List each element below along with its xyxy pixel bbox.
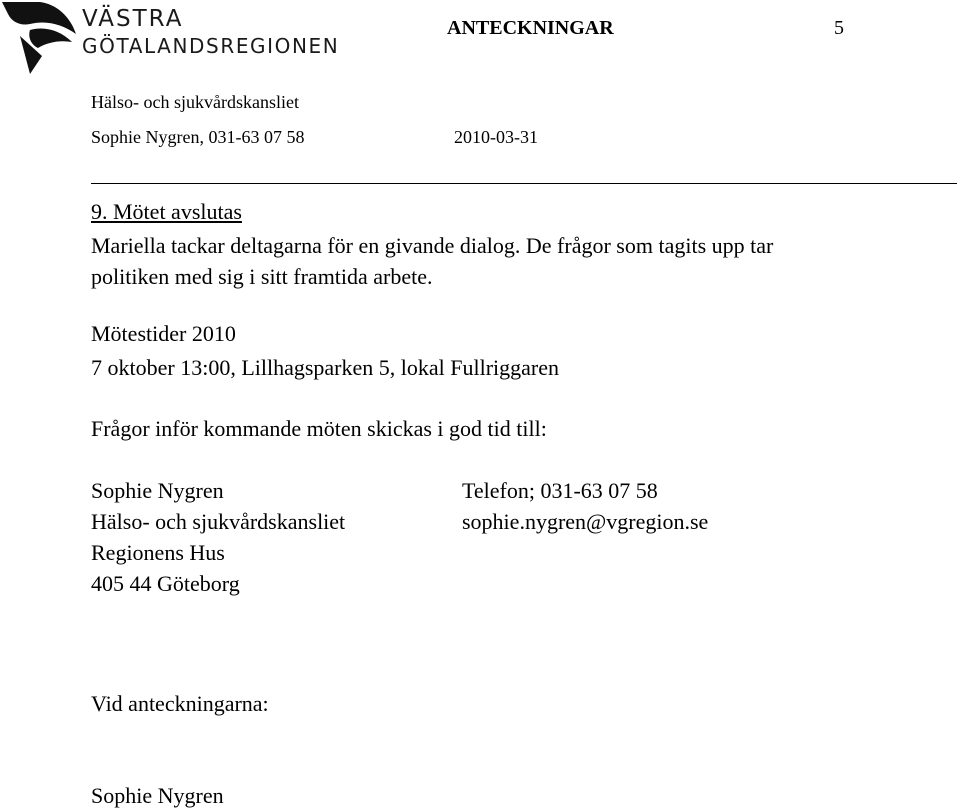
document-date: 2010-03-31: [454, 127, 538, 147]
document-type-title: ANTECKNINGAR: [447, 17, 614, 39]
section-paragraph-line-1: Mariella tackar deltagarna för en givande dialog. De frågor som tagits upp tar: [91, 233, 774, 258]
contact-name: Sophie Nygren: [91, 478, 224, 503]
section-heading: 9. Mötet avslutas: [91, 199, 242, 224]
page-number: 5: [834, 17, 844, 39]
region-logo-icon: [0, 0, 82, 76]
notes-taker-name: Sophie Nygren: [91, 783, 224, 808]
author-contact: Sophie Nygren, 031-63 07 58: [91, 127, 305, 147]
questions-intro: Frågor inför kommande möten skickas i god tid till:: [91, 416, 547, 441]
logo-text-line2: GÖTALANDSREGIONEN: [82, 34, 340, 58]
notes-taker-label: Vid anteckningarna:: [91, 691, 269, 716]
contact-email: sophie.nygren@vgregion.se: [462, 509, 709, 534]
meeting-item: 7 oktober 13:00, Lillhagsparken 5, lokal Fullriggaren: [91, 355, 560, 380]
contact-department: Hälso- och sjukvårdskansliet: [91, 509, 346, 534]
logo-text-line1: VÄSTRA: [82, 6, 184, 32]
region-logo-mark: [0, 0, 82, 76]
contact-phone: Telefon; 031-63 07 58: [462, 478, 658, 503]
contact-building: Regionens Hus: [91, 540, 225, 565]
contact-address: 405 44 Göteborg: [91, 571, 240, 596]
department-name: Hälso- och sjukvårdskansliet: [91, 92, 299, 112]
header-divider: [91, 183, 957, 184]
meetings-heading: Mötestider 2010: [91, 321, 236, 346]
section-paragraph-line-2: politiken med sig i sitt framtida arbete.: [91, 264, 433, 289]
